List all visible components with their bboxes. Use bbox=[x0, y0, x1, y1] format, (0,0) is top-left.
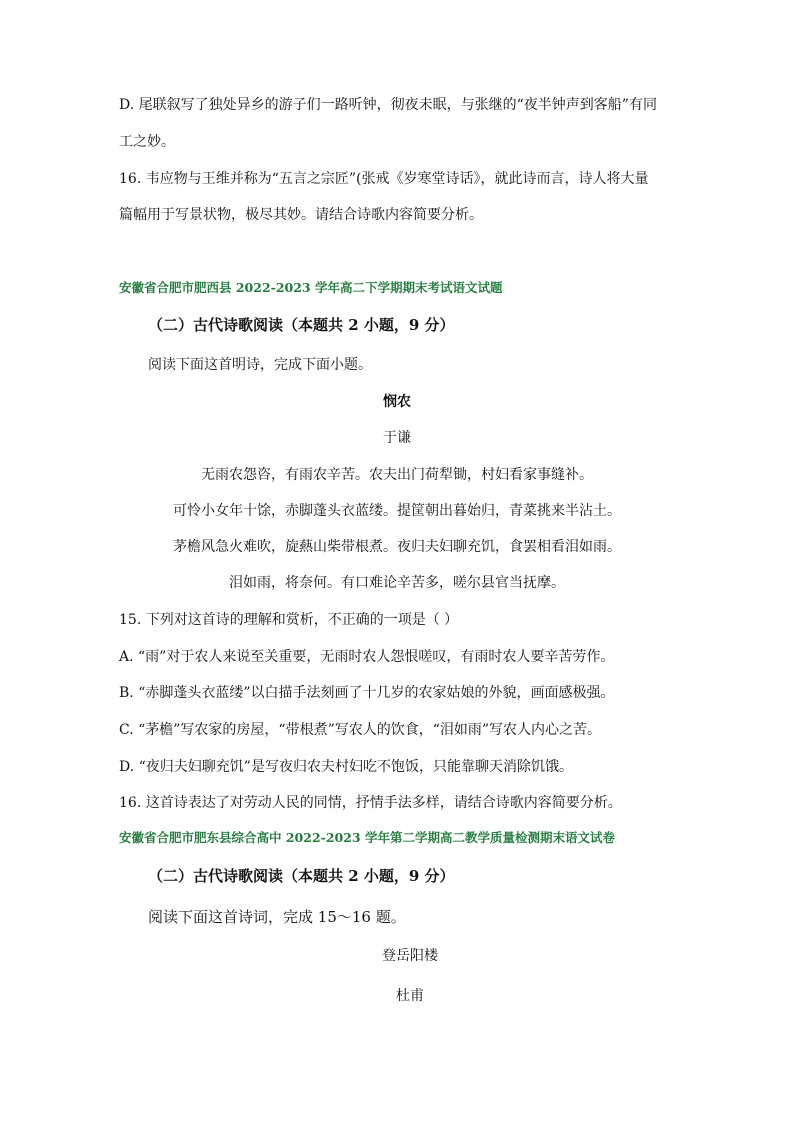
question-16-line-2: 篇幅用于写景状物，极尽其妙。请结合诗歌内容简要分析。 bbox=[119, 207, 483, 223]
option-d: D. “夜归夫妇聊充饥”是写夜归农夫村妇吃不饱饭，只能靠聊天消除饥饿。 bbox=[119, 759, 573, 775]
question-16: 16. 这首诗表达了对劳动人民的同情，抒情手法多样，请结合诗歌内容简要分析。 bbox=[119, 795, 622, 811]
poem-1-line: 泪如雨，将奈何。有口难论辛苦多，嗟尔县官当抚摩。 bbox=[229, 575, 565, 591]
section-1-source: 安徽省合肥市肥西县 2022-2023 学年高二下学期期末考试语文试题 bbox=[119, 280, 503, 295]
option-d-line-1: D. 尾联叙写了独处异乡的游子们一路听钟，彻夜未眠，与张继的“夜半钟声到客船”有同 bbox=[119, 97, 657, 113]
poem-1-line: 可怜小女年十馀，赤脚蓬头衣蓝缕。提筐朝出暮始归，青菜挑来半沾土。 bbox=[173, 503, 621, 519]
option-d-line-2: 工之妙。 bbox=[119, 134, 175, 150]
section-2-source: 安徽省合肥市肥东县综合高中 2022-2023 学年第二学期高二教学质量检测期末语文试卷 bbox=[119, 830, 615, 845]
poem-1-author: 于谦 bbox=[383, 430, 411, 446]
poem-1-line: 无雨农怨咨，有雨农辛苦。农夫出门荷犁锄，村妇看家事缝补。 bbox=[201, 467, 593, 483]
section-1-heading: （二）古代诗歌阅读（本题共 2 小题，9 分） bbox=[148, 316, 455, 334]
question-15: 15. 下列对这首诗的理解和赏析，不正确的一项是（ ） bbox=[119, 612, 459, 628]
poem-1-line: 茅檐风急火难吹，旋爇山柴带根煮。夜归夫妇聊充饥，食罢相看泪如雨。 bbox=[173, 539, 621, 555]
option-a: A. “雨”对于农人来说至关重要，无雨时农人怨恨嗟叹，有雨时农人要辛苦劳作。 bbox=[119, 649, 615, 665]
section-2-instruction: 阅读下面这首诗词，完成 15～16 题。 bbox=[148, 908, 406, 926]
option-b: B. “赤脚蓬头衣蓝缕”以白描手法刻画了十几岁的农家姑娘的外貌，画面感极强。 bbox=[119, 685, 615, 701]
poem-2-title: 登岳阳楼 bbox=[382, 948, 438, 964]
question-16-line-1: 16. 韦应物与王维并称为“五言之宗匠”(张戒《岁寒堂诗话》，就此诗而言，诗人将大量 bbox=[119, 171, 649, 187]
poem-2-author: 杜甫 bbox=[396, 988, 424, 1004]
poem-1-title: 悯农 bbox=[383, 394, 411, 410]
option-c: C. “茅檐”写农家的房屋，“带根煮”写农人的饮食，“泪如雨”写农人内心之苦。 bbox=[119, 722, 602, 738]
section-2-heading: （二）古代诗歌阅读（本题共 2 小题，9 分） bbox=[148, 867, 455, 885]
section-1-instruction: 阅读下面这首明诗，完成下面小题。 bbox=[148, 357, 372, 373]
